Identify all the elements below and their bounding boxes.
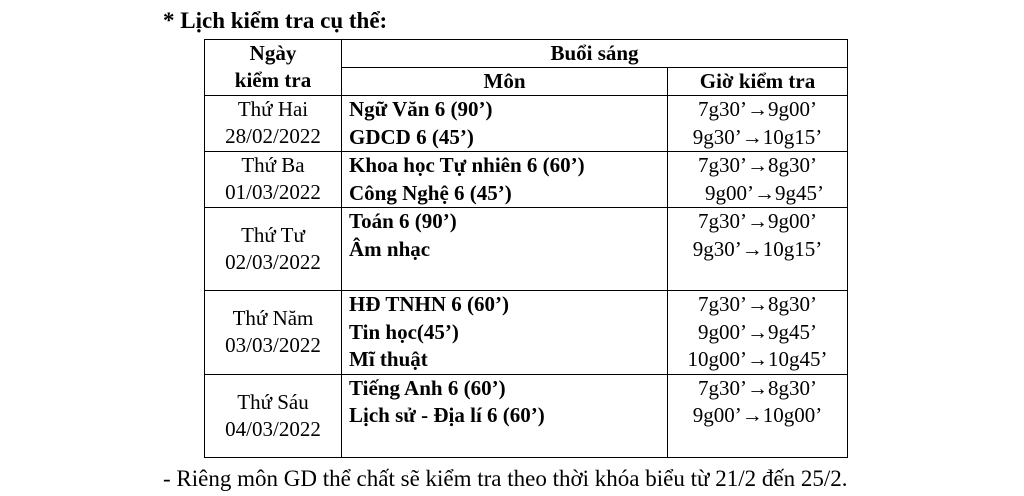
time-cell [668,152,848,208]
day-date: 28/02/2022 [225,124,321,148]
session-header: Buổi sáng [342,40,848,68]
subject-item: Tiếng Anh 6 (60’) [349,375,506,400]
subject-cell [342,208,668,291]
subject-cell [342,374,668,457]
subject-item: Ngữ Văn 6 (90’) [349,97,493,121]
subject-cell [342,291,668,375]
time-item: 9g00’→9g45’ [698,319,817,344]
day-header-line1: Ngày [249,41,297,65]
table-header-row [205,40,848,68]
subject-item: GDCD 6 (45’) [349,124,474,149]
time-item: 9g30’→10g15’ [692,236,823,261]
day-date: 02/03/2022 [225,250,321,274]
subject-item: Công Nghệ 6 (45’) [349,180,512,205]
time-item: 9g00’→10g00’ [692,403,823,427]
time-item: 7g30’→8g30’ [698,292,817,316]
time-cell [668,208,848,291]
time-cell [668,374,848,457]
table-row [205,96,848,152]
subject-item: Lịch sử - Địa lí 6 (60’) [349,403,545,427]
day-cell [205,291,342,375]
subject-item: Âm nhạc [349,236,431,261]
day-header-line2: kiểm tra [234,68,312,92]
exam-schedule-table [204,39,848,458]
day-name: Thứ Năm [232,306,314,331]
time-item: 10g00’→10g45’ [687,347,828,371]
day-name: Thứ Sáu [237,389,309,414]
subject-cell [342,152,668,208]
time-item: 9g00’→9g45’ [705,180,824,205]
subject-item: Mĩ thuật [349,347,428,371]
table-row [205,374,848,457]
schedule-heading: * Lịch kiểm tra cụ thể: [163,8,388,33]
table-row [205,291,848,375]
subject-item: Khoa học Tự nhiên 6 (60’) [349,153,585,177]
day-cell [205,208,342,291]
time-column-header: Giờ kiểm tra [668,68,848,96]
subject-column-header: Môn [342,68,668,96]
time-item: 9g30’→10g15’ [692,124,823,149]
subject-item: Toán 6 (90’) [349,209,457,233]
time-item: 7g30’→8g30’ [698,375,817,400]
day-column-header [205,40,342,96]
time-item: 7g30’→8g30’ [698,153,817,177]
subject-item: Tin học(45’) [349,319,459,344]
day-cell [205,152,342,208]
day-name: Thứ Tư [241,223,305,247]
table-row [205,152,848,208]
day-cell [205,96,342,152]
subject-item: HĐ TNHN 6 (60’) [349,292,510,316]
subject-cell [342,96,668,152]
day-date: 01/03/2022 [225,180,321,204]
table-row [205,208,848,291]
physical-education-note: - Riêng môn GD thể chất sẽ kiểm tra theo thời khóa biểu từ 21/2 đến 25/2. [163,466,848,491]
time-item: 7g30’→9g00’ [698,209,817,233]
day-date: 04/03/2022 [225,416,321,441]
day-date: 03/03/2022 [225,333,321,358]
day-cell [205,374,342,457]
day-name: Thứ Hai [237,97,309,121]
time-cell [668,96,848,152]
time-cell [668,291,848,375]
time-item: 7g30’→9g00’ [698,97,817,121]
day-name: Thứ Ba [241,153,305,177]
